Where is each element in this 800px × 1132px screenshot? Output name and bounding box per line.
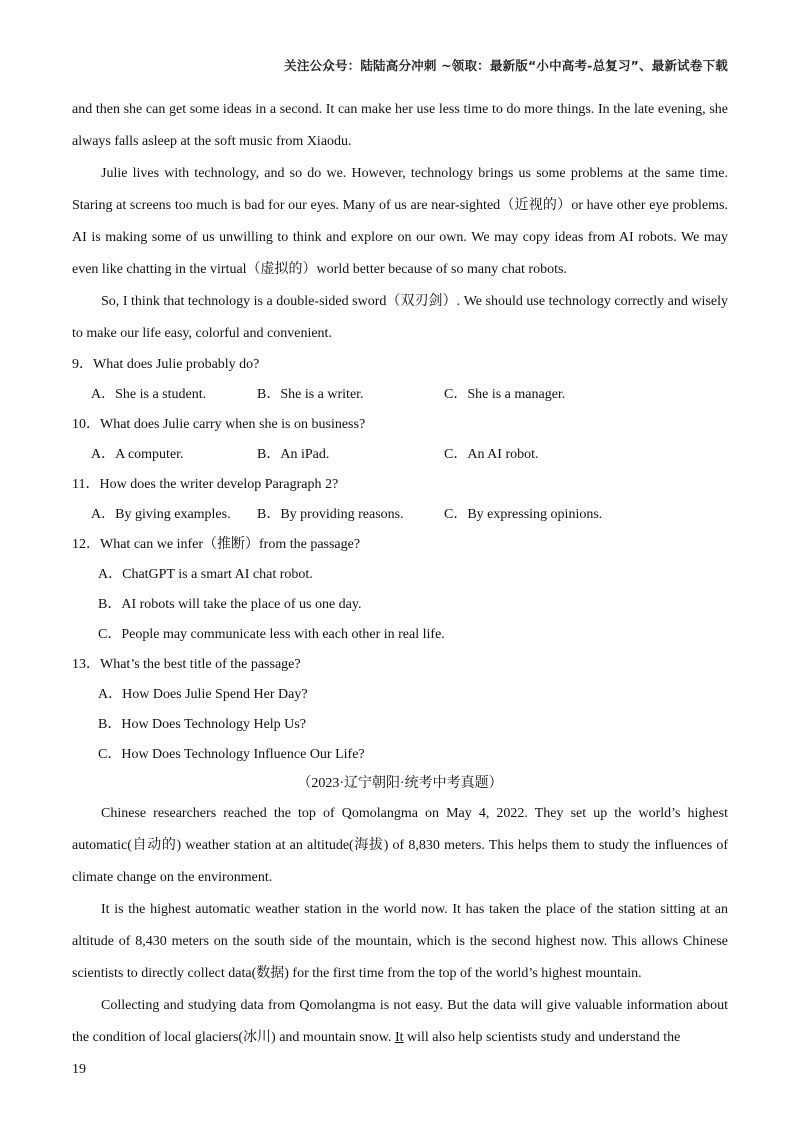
question-stem: 13．What’s the best title of the passage? <box>72 657 301 672</box>
passage1-paragraph-3: So, I think that technology is a double-sided sword（双刃剑）. We should use technology correctly and wisely to make our life easy, colorful and convenient. <box>72 294 728 341</box>
option-c: C．She is a manager. <box>444 387 566 402</box>
option-a: A．A computer. <box>91 447 184 462</box>
question-9 <box>72 350 728 410</box>
option-c: C．People may communicate less with each other in real life. <box>98 627 445 642</box>
option-c: C．How Does Technology Influence Our Life? <box>98 747 365 762</box>
option-c: C．By expressing opinions. <box>444 507 603 522</box>
page-number: 19 <box>72 1062 86 1077</box>
question-10 <box>72 410 728 470</box>
question-stem: 9．What does Julie probably do? <box>72 357 260 372</box>
option-b: B．By providing reasons. <box>257 507 404 522</box>
question-options <box>72 380 728 410</box>
question-stem: 10．What does Julie carry when she is on business? <box>72 417 366 432</box>
page-header: 关注公众号：陆陆高分冲刺 ~领取：最新版“小中高考-总复习”、最新试卷下载 <box>284 58 728 73</box>
question-stem: 11．How does the writer develop Paragraph 2? <box>72 477 339 492</box>
option-a: A．She is a student. <box>91 387 207 402</box>
option-a: A．How Does Julie Spend Her Day? <box>98 687 308 702</box>
passage2-paragraph-3 <box>72 990 728 1054</box>
underlined-word: It <box>394 1030 404 1045</box>
option-b: B．An iPad. <box>257 447 330 462</box>
paragraph-text-before: Collecting and studying data from Qomolangma is not easy. But the data will give valuable information about the condition of local glaciers(冰川) and mountain snow. <box>72 998 728 1045</box>
option-c: C．An AI robot. <box>444 447 539 462</box>
question-stem: 12．What can we infer（推断）from the passage? <box>72 537 361 552</box>
paragraph-text-after: will also help scientists study and understand the <box>403 1030 681 1045</box>
option-b: B．She is a writer. <box>257 387 364 402</box>
passage1-paragraph-1-tail: and then she can get some ideas in a second. It can make her use less time to do more things. In the late evening, she always falls asleep at the soft music from Xiaodu. <box>72 102 728 149</box>
passage2-paragraph-1: Chinese researchers reached the top of Qomolangma on May 4, 2022. They set up the world’s highest automatic(自动的) weather station at an altitude(海拔) of 8,830 meters. This helps them to study the influences of climate change on the environment. <box>72 806 728 885</box>
question-options <box>72 500 728 530</box>
question-12 <box>72 530 728 650</box>
option-a: A．By giving examples. <box>91 507 231 522</box>
passage2-paragraph-2: It is the highest automatic weather station in the world now. It has taken the place of the station sitting at an altitude of 8,430 meters on the south side of the mountain, which is the second highest now. This allows Chinese scientists to directly collect data(数据) for the first time from the top of the world’s highest mountain. <box>72 902 728 981</box>
passage-source: （2023·辽宁朝阳·统考中考真题） <box>297 776 503 791</box>
question-11 <box>72 470 728 530</box>
option-a: A．ChatGPT is a smart AI chat robot. <box>98 567 313 582</box>
question-13 <box>72 650 728 770</box>
page-content <box>72 94 728 1054</box>
question-options <box>72 440 728 470</box>
option-b: B．How Does Technology Help Us? <box>98 717 306 732</box>
option-b: B．AI robots will take the place of us one day. <box>98 597 362 612</box>
passage1-paragraph-2: Julie lives with technology, and so do we. However, technology brings us some problems at the same time. Staring at screens too much is bad for our eyes. Many of us are near-sighted（近视的）or have other eye problems. AI is making some of us unwilling to think and explore on our own. We may copy ideas from AI robots. We may even like chatting in the virtual（虚拟的）world better because of so many chat robots. <box>72 166 728 277</box>
